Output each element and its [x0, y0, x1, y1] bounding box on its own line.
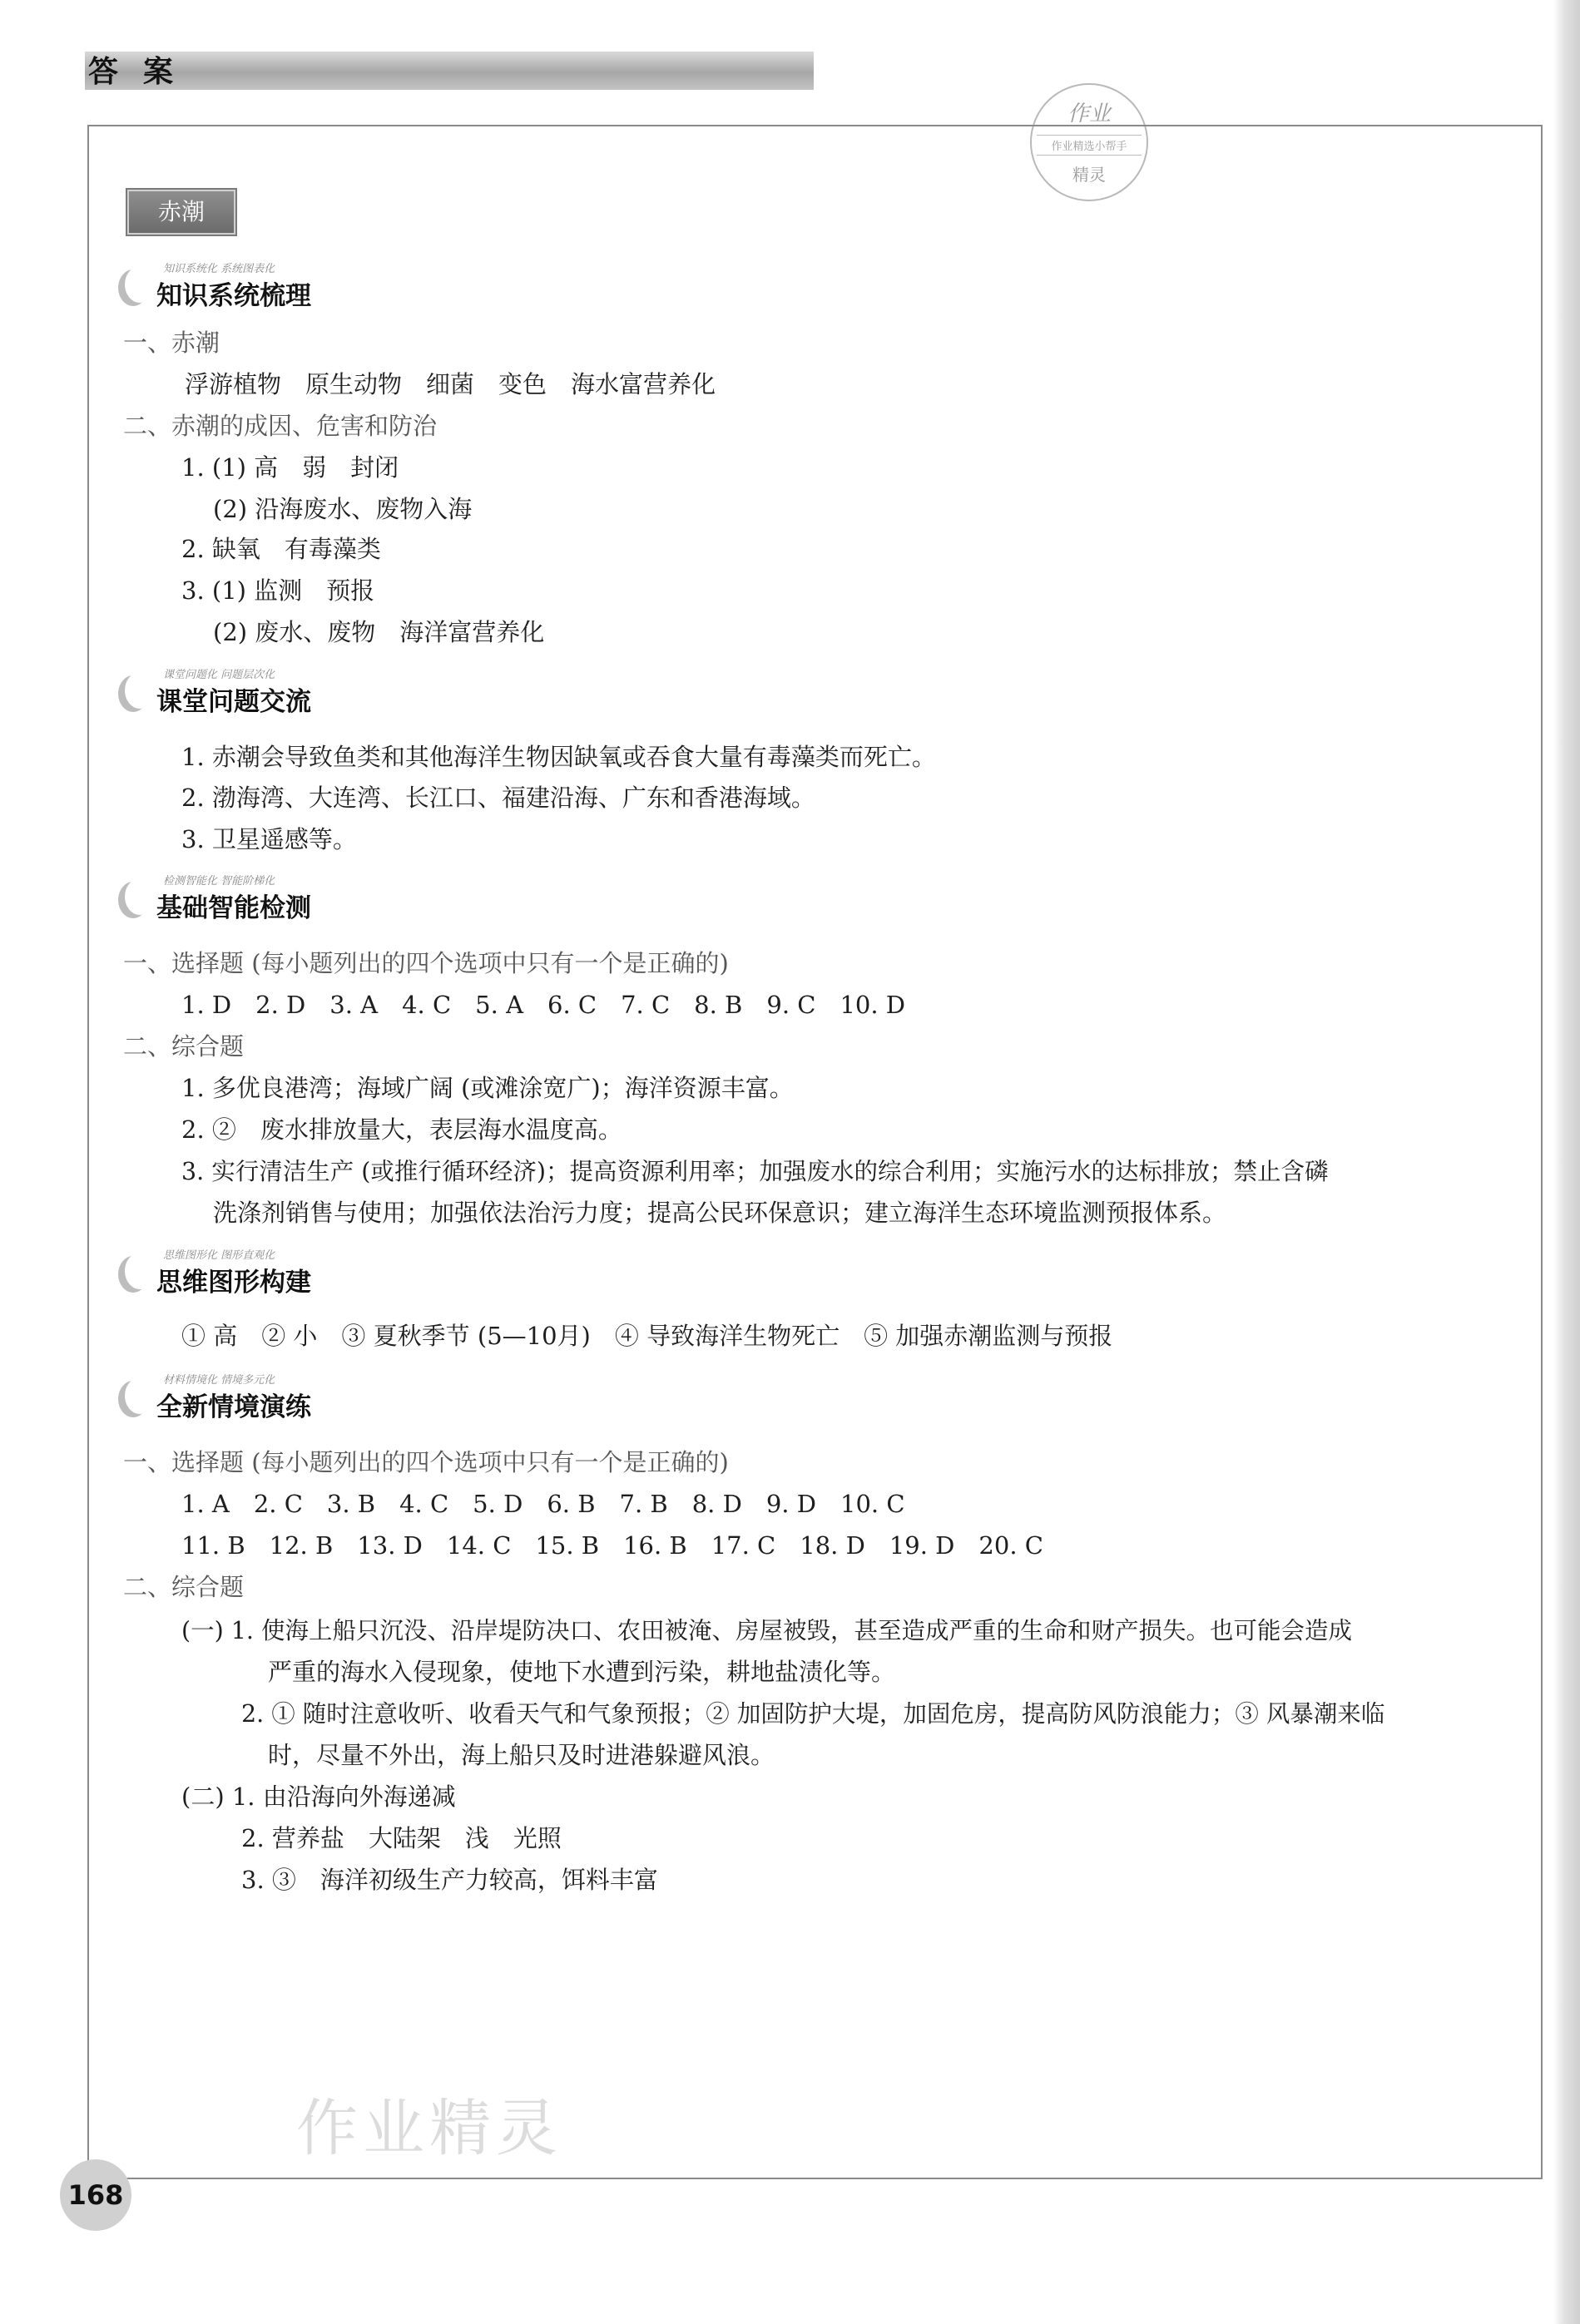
- page-number: 168: [60, 2159, 131, 2231]
- text-line: 3. 卫星遥感等。: [181, 825, 357, 853]
- text-line: 1. D 2. D 3. A 4. C 5. A 6. C 7. C 8. B 9. C 10. D: [181, 991, 906, 1019]
- section-title: 课堂问题交流: [156, 687, 311, 717]
- crescent-icon: [125, 266, 155, 303]
- stamp-line-2: 作业精选小帮手: [1037, 135, 1142, 156]
- section-title: 基础智能检测: [156, 893, 311, 923]
- section-tagline: 材料情境化 情境多元化: [163, 1374, 275, 1387]
- crescent-icon: [125, 878, 155, 915]
- text-line: 一、选择题 (每小题列出的四个选项中只有一个是正确的): [123, 1448, 729, 1476]
- text-line: (二) 1. 由沿海向外海递减: [181, 1783, 456, 1811]
- section-title: 思维图形构建: [156, 1268, 311, 1298]
- text-line: 二、综合题: [123, 1032, 245, 1061]
- section-title: 知识系统梳理: [156, 281, 311, 311]
- text-line: 1. 赤潮会导致鱼类和其他海洋生物因缺氧或吞食大量有毒藻类而死亡。: [181, 743, 936, 771]
- watermark: 作业精灵: [296, 2093, 562, 2164]
- text-line: 3. 实行清洁生产 (或推行循环经济)；提高资源利用率；加强废水的综合利用；实施污水的达标排放；禁止含磷: [181, 1158, 1329, 1185]
- text-line: 2. ① 随时注意收听、收看天气和气象预报；② 加固防护大堤，加固危房，提高防风防浪能力；③ 风暴潮来临: [241, 1700, 1385, 1728]
- text-line: 1. 多优良港湾；海域广阔 (或滩涂宽广)；海洋资源丰富。: [181, 1074, 794, 1102]
- section-tagline: 检测智能化 智能阶梯化: [163, 875, 275, 888]
- text-line: 2. 渤海湾、大连湾、长江口、福建沿海、广东和香港海域。: [181, 784, 815, 812]
- text-line: 洗涤剂销售与使用；加强依法治污力度；提高公民环保意识；建立海洋生态环境监测预报体系。: [213, 1199, 1227, 1227]
- text-line: 2. ② 废水排放量大，表层海水温度高。: [181, 1115, 622, 1144]
- text-line: 二、赤潮的成因、危害和防治: [123, 412, 438, 440]
- text-line: 3. (1) 监测 预报: [181, 576, 375, 605]
- page-edge-shadow: [1553, 0, 1580, 2324]
- text-line: 一、选择题 (每小题列出的四个选项中只有一个是正确的): [123, 949, 729, 977]
- section-tagline: 课堂问题化 问题层次化: [163, 669, 275, 681]
- text-line: 2. 缺氧 有毒藻类: [181, 535, 381, 563]
- section-title: 全新情境演练: [156, 1392, 311, 1422]
- crescent-icon: [125, 1253, 155, 1289]
- stamp-line-1: 作业: [1067, 101, 1111, 126]
- text-line: (2) 废水、废物 海洋富营养化: [213, 618, 545, 646]
- text-line: (2) 沿海废水、废物入海: [213, 495, 473, 523]
- text-line: ① 高 ② 小 ③ 夏秋季节 (5—10月) ④ 导致海洋生物死亡 ⑤ 加强赤潮监测与预报: [181, 1322, 1113, 1350]
- text-line: 1. A 2. C 3. B 4. C 5. D 6. B 7. B 8. D 9. D 10. C: [181, 1490, 905, 1518]
- section-tag: 赤潮: [127, 190, 235, 235]
- text-line: 严重的海水入侵现象，使地下水遭到污染，耕地盐渍化等。: [268, 1658, 896, 1686]
- text-line: 浮游植物 原生动物 细菌 变色 海水富营养化: [185, 370, 716, 398]
- text-line: 二、综合题: [123, 1573, 245, 1601]
- stamp-line-3: 精灵: [1072, 165, 1106, 185]
- text-line: 3. ③ 海洋初级生产力较高，饵料丰富: [241, 1866, 658, 1894]
- section-tagline: 知识系统化 系统图表化: [163, 263, 275, 275]
- text-line: 1. (1) 高 弱 封闭: [181, 453, 399, 482]
- crescent-icon: [125, 672, 155, 709]
- crescent-icon: [125, 1377, 155, 1414]
- text-line: 11. B 12. B 13. D 14. C 15. B 16. B 17. C 18. D 19. D 20. C: [181, 1531, 1043, 1560]
- section-tagline: 思维图形化 图形直观化: [163, 1249, 275, 1262]
- text-line: 2. 营养盐 大陆架 浅 光照: [241, 1824, 562, 1852]
- header-title: 答案: [88, 55, 199, 89]
- text-line: (一) 1. 使海上船只沉没、沿岸堤防决口、农田被淹、房屋被毁，甚至造成严重的生命和财产损失。也可能会造成: [181, 1617, 1353, 1644]
- text-line: 一、赤潮: [123, 329, 220, 357]
- text-line: 时，尽量不外出，海上船只及时进港躲避风浪。: [268, 1741, 775, 1769]
